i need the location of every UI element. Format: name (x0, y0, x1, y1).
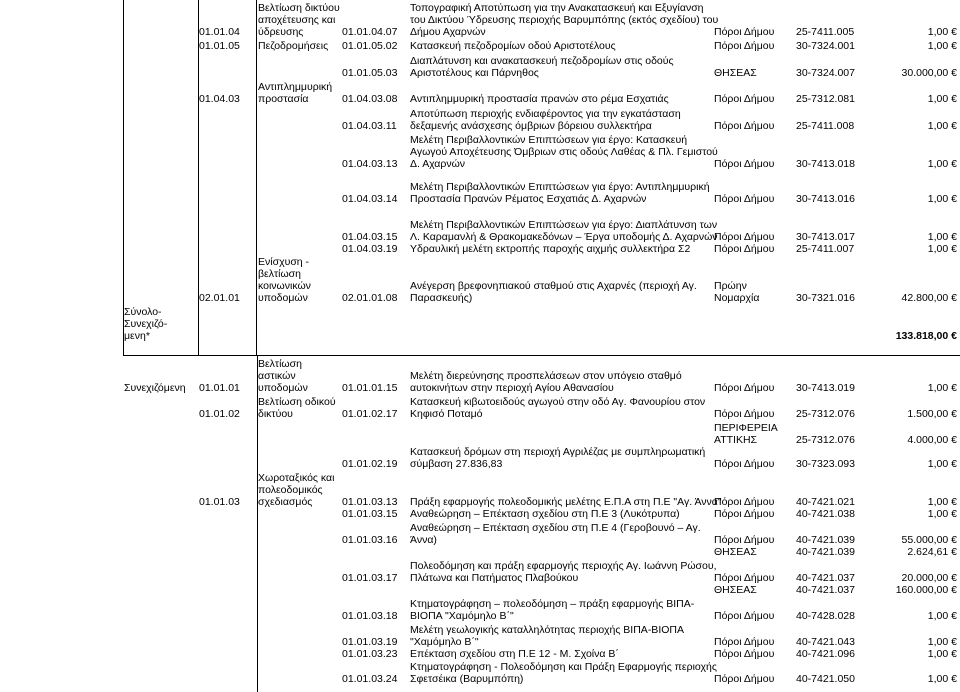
cell-amount: 1,00 € (927, 458, 957, 470)
cell-desc: Άννα) (410, 534, 437, 546)
cell-source: Πόροι Δήμου (714, 26, 775, 38)
cell-desc: Κτηματογράφηση – πολεοδόμηση – πράξη εφαρμογής ΒΙΠΑ- (410, 598, 695, 610)
cell-amount: 1,00 € (927, 610, 957, 622)
cell-source: Πόροι Δήμου (714, 458, 775, 470)
cell-desc: Λ. Καραμανλή & Θρακομακεδόνων – Έργα υποδομής Δ. Αχαρνών (410, 231, 718, 243)
cell-code1: 01.01.05 (199, 40, 240, 52)
cell-desc: Κατασκευή δρόμων στη περιοχή Αγριλέζας με συμπληρωματική (410, 446, 706, 458)
cell-code2: 01.01.03.17 (342, 572, 398, 584)
cell-amount: 1,00 € (927, 93, 957, 105)
cell-source: ΘΗΣΕΑΣ (714, 546, 757, 558)
cell-source: Πόροι Δήμου (714, 636, 775, 648)
cell-group-text: Αντιπλημμυρική (258, 81, 333, 93)
cell-kae: 25-7312.076 (796, 434, 855, 446)
cell-desc: Μελέτη γεωλογικής καταλληλότητας περιοχής ΒΙΠΑ-ΒΙΟΠΑ (410, 624, 684, 636)
cell-desc: Κτηματογράφηση - Πολεοδόμηση και Πράξη Εφαρμογής περιοχής (410, 661, 717, 673)
cell-label: Συνεχιζό- (124, 318, 168, 330)
cell-source: Πόροι Δήμου (714, 408, 775, 420)
cell-code1: 01.01.04 (199, 26, 240, 38)
grid-vline (256, 0, 257, 355)
cell-desc: ΒΙΟΠΑ "Χαμόμηλο Β΄" (410, 610, 514, 622)
cell-code1: 01.04.03 (199, 93, 240, 105)
cell-kae: 40-7421.038 (796, 508, 855, 520)
cell-amount: 1,00 € (927, 231, 957, 243)
cell-kae: 30-7413.016 (796, 193, 855, 205)
cell-source: Πρώην (714, 280, 747, 292)
cell-kae: 40-7421.043 (796, 636, 855, 648)
grid-vline (198, 0, 199, 355)
cell-kae: 25-7411.005 (796, 26, 855, 38)
cell-source: Πόροι Δήμου (714, 243, 775, 255)
cell-source: Πόροι Δήμου (714, 40, 775, 52)
cell-amount: 20.000,00 € (901, 572, 957, 584)
cell-source: Πόροι Δήμου (714, 610, 775, 622)
cell-desc: Παρασκευής) (410, 292, 473, 304)
cell-source: Πόροι Δήμου (714, 158, 775, 170)
cell-source: Πόροι Δήμου (714, 382, 775, 394)
cell-desc: Αγωγού Αποχέτευσης Όμβριων στις οδούς Λαθέας & Πλ. Γεμιστού (410, 146, 718, 158)
cell-amount: 1,00 € (927, 40, 957, 52)
cell-desc: Ανέγερση βρεφονηπιακού σταθμού στις Αχαρνές (περιοχή Αγ. (410, 280, 697, 292)
cell-amount: 1,00 € (927, 158, 957, 170)
cell-desc: Μελέτη Περιβαλλοντικών Επιπτώσεων για έργο: Διαπλάτυνση των (410, 219, 718, 231)
cell-desc: σύμβαση 27.836,83 (410, 458, 503, 470)
cell-code2: 01.04.03.11 (342, 120, 397, 132)
cell-kae: 25-7411.007 (796, 243, 855, 255)
cell-desc: Κατασκευή κιβωτοειδούς αγωγού στην οδό Αγ. Φανουρίου στον (410, 396, 706, 408)
cell-amount: 1,00 € (927, 508, 957, 520)
cell-desc: Αντιπλημμυρική προστασία πρανών στο ρέμα Εσχατιάς (410, 93, 669, 105)
cell-kae: 25-7312.081 (796, 93, 855, 105)
cell-desc: "Χαμόμηλο Β΄" (410, 636, 479, 648)
cell-desc: Κηφισό Ποταμό (410, 408, 483, 420)
cell-source: Πόροι Δήμου (714, 648, 775, 660)
cell-desc: Δήμου Αχαρνών (410, 26, 486, 38)
cell-kae: 40-7421.021 (796, 496, 855, 508)
cell-amount: 1,00 € (927, 26, 957, 38)
cell-kae: 40-7421.096 (796, 648, 855, 660)
cell-kae: 25-7411.008 (796, 120, 855, 132)
cell-amount: 1,00 € (927, 193, 957, 205)
cell-label: μενη* (124, 330, 150, 342)
cell-source: ΑΤΤΙΚΗΣ (714, 434, 758, 446)
cell-group-text2: πολεοδομικός (258, 484, 323, 496)
cell-amount: 1,00 € (927, 636, 957, 648)
cell-group-text: Ενίσχυση - (258, 256, 310, 268)
cell-kae: 25-7312.076 (796, 408, 855, 420)
cell-source: Πόροι Δήμου (714, 673, 775, 685)
cell-source: ΘΗΣΕΑΣ (714, 584, 757, 596)
cell-desc: αυτοκινήτων στην περιοχή Αγίου Αθανασίου (410, 382, 614, 394)
cell-desc: Δ. Αχαρνών (410, 158, 466, 170)
cell-label: Σύνολο- (124, 306, 162, 318)
cell-code2: 01.01.03.23 (342, 648, 398, 660)
cell-code2: 01.01.03.15 (342, 508, 398, 520)
cell-desc: Μελέτη Περιβαλλοντικών Επιπτώσεων για έργο: Αντιπλημμυρική (410, 181, 710, 193)
cell-source: Πόροι Δήμου (714, 120, 775, 132)
cell-source: Πόροι Δήμου (714, 508, 775, 520)
cell-label: Συνεχιζόμενη (124, 382, 186, 394)
cell-desc: Επέκταση σχεδίου στη Π.Ε 12 - Μ. Σχοίνα Β΄ (410, 648, 619, 660)
cell-kae: 30-7321.016 (796, 292, 855, 304)
grid-vline (123, 0, 124, 355)
cell-source: Νομαρχία (714, 292, 760, 304)
cell-kae: 40-7421.037 (796, 584, 855, 596)
cell-desc: δεξαμενής ανάσχεσης όμβριων βόρειου συλλεκτήρα (410, 120, 652, 132)
cell-code2: 01.01.02.17 (342, 408, 398, 420)
cell-code1: 02.01.01 (199, 292, 240, 304)
cell-desc: Πλάτωνα και Πατήματος Πλαβούκου (410, 572, 579, 584)
cell-desc: Πολεοδόμηση και πράξη εφαρμογής περιοχής Αγ. Ιωάννη Ρώσου, (410, 560, 717, 572)
cell-code2: 01.01.05.02 (342, 40, 398, 52)
cell-desc: Αποτύπωση περιοχής ενδιαφέροντος για την εγκατάσταση (410, 108, 681, 120)
cell-kae: 40-7421.039 (796, 546, 855, 558)
cell-code2: 01.01.05.03 (342, 67, 398, 79)
cell-code2: 01.04.03.19 (342, 243, 398, 255)
cell-amount: 160.000,00 € (895, 584, 957, 596)
cell-amount: 2.624,61 € (907, 546, 957, 558)
cell-code2: 01.01.03.19 (342, 636, 398, 648)
cell-source: Πόροι Δήμου (714, 496, 775, 508)
cell-source: ΠΕΡΙΦΕΡΕΙΑ (714, 422, 778, 434)
cell-desc: Υδραυλική μελέτη εκτροπής παροχής αιχμής συλλεκτήρα Σ2 (410, 243, 691, 255)
cell-desc: Αναθεώρηση – Επέκταση σχεδίου στη Π.Ε 3 (Λυκότρυπα) (410, 508, 680, 520)
cell-desc: Κατασκευή πεζοδρομίων οδού Αριστοτέλους (410, 40, 616, 52)
cell-kae: 40-7421.050 (796, 673, 855, 685)
cell-desc: Μελέτη διερεύνησης προσπελάσεων στον υπόγειο σταθμό (410, 370, 682, 382)
cell-code2: 01.04.03.08 (342, 93, 398, 105)
grid-hline (123, 355, 960, 356)
cell-source: Πόροι Δήμου (714, 534, 775, 546)
cell-kae: 30-7323.093 (796, 458, 855, 470)
cell-desc: Διαπλάτυνση και ανακατασκευή πεζοδρομίων στις οδούς (410, 55, 674, 67)
cell-group-text: αποχέτευσης και (258, 14, 336, 26)
cell-amount: 1.500,00 € (907, 408, 957, 420)
cell-total: 133.818,00 € (895, 330, 957, 342)
cell-group-text: Βελτίωση δικτύου (258, 2, 340, 14)
cell-code2: 01.04.03.13 (342, 158, 398, 170)
cell-desc: Αριστοτέλους και Πάρνηθος (410, 67, 539, 79)
cell-amount: 1,00 € (927, 648, 957, 660)
cell-group-text: ύδρευσης (258, 26, 304, 38)
cell-source: Πόροι Δήμου (714, 572, 775, 584)
cell-source: Πόροι Δήμου (714, 93, 775, 105)
cell-code2: 01.04.03.15 (342, 231, 398, 243)
cell-amount: 1,00 € (927, 496, 957, 508)
cell-group-text2: Βελτίωση (258, 358, 302, 370)
cell-group-text: Πεζοδρομήσεις (258, 40, 329, 52)
cell-code1b: 01.01.01 (199, 382, 240, 394)
cell-code2: 01.01.03.16 (342, 534, 398, 546)
cell-code2: 01.01.03.13 (342, 496, 398, 508)
cell-group-text: προστασία (258, 93, 309, 105)
cell-kae: 30-7324.007 (796, 67, 855, 79)
cell-group-text2: υποδομών (258, 382, 308, 394)
cell-group-text2: Βελτίωση οδικού (258, 396, 336, 408)
cell-amount: 1,00 € (927, 243, 957, 255)
cell-kae: 40-7421.037 (796, 572, 855, 584)
cell-group-text2: δικτύου (258, 408, 293, 420)
cell-kae: 30-7413.018 (796, 158, 855, 170)
cell-kae: 30-7324.001 (796, 40, 855, 52)
cell-code2: 01.01.02.19 (342, 458, 398, 470)
cell-source: Πόροι Δήμου (714, 231, 775, 243)
cell-group-text: υποδομών (258, 292, 308, 304)
cell-desc: Τοπογραφική Αποτύπωση για την Ανακατασκευή και Εξυγίανση (410, 2, 704, 14)
cell-group-text: βελτίωση (258, 268, 301, 280)
cell-kae: 40-7421.039 (796, 534, 855, 546)
cell-amount: 55.000,00 € (901, 534, 957, 546)
cell-desc: Σφετσέικα (Βαρυμπόπη) (410, 673, 524, 685)
cell-group-text2: αστικών (258, 370, 296, 382)
cell-desc: Πράξη εφαρμογής πολεοδομικής μελέτης Ε.Π.Α στη Π.Ε "Αγ. Άννα" (410, 496, 722, 508)
cell-amount: 1,00 € (927, 120, 957, 132)
cell-code2: 02.01.01.08 (342, 292, 398, 304)
cell-amount: 4.000,00 € (907, 434, 957, 446)
cell-group-text2: σχεδιασμός (258, 496, 313, 508)
cell-code2: 01.01.03.18 (342, 610, 398, 622)
cell-code2: 01.01.04.07 (342, 26, 398, 38)
cell-desc: του Δικτύου Ύδρευσης περιοχής Βαρυμπόπης (εκτός σχεδίου) του (410, 14, 719, 26)
cell-code1b: 01.01.02 (199, 408, 240, 420)
cell-amount: 42.800,00 € (901, 292, 957, 304)
cell-source: ΘΗΣΕΑΣ (714, 67, 757, 79)
cell-code2: 01.01.03.24 (342, 673, 398, 685)
cell-kae: 30-7413.017 (796, 231, 855, 243)
cell-amount: 1,00 € (927, 673, 957, 685)
cell-kae: 40-7428.028 (796, 610, 855, 622)
cell-desc: Μελέτη Περιβαλλοντικών Επιπτώσεων για έργο: Κατασκευή (410, 134, 688, 146)
cell-kae: 30-7413.019 (796, 382, 855, 394)
cell-group-text2: Χωροταξικός και (258, 472, 335, 484)
cell-amount: 1,00 € (927, 382, 957, 394)
cell-desc: Αναθεώρηση – Επέκταση σχεδίου στη Π.Ε 4 (Γεροβουνό – Αγ. (410, 522, 701, 534)
cell-desc: Προστασία Πρανών Ρέματος Εσχατιάς Δ. Αχαρνών (410, 193, 647, 205)
cell-source: Πόροι Δήμου (714, 193, 775, 205)
cell-amount: 30.000,00 € (901, 67, 957, 79)
cell-code1b: 01.01.03 (199, 496, 240, 508)
cell-code2: 01.04.03.14 (342, 193, 398, 205)
grid-vline (257, 356, 258, 692)
cell-group-text: κοινωνικών (258, 280, 311, 292)
cell-code2: 01.01.01.15 (342, 382, 398, 394)
